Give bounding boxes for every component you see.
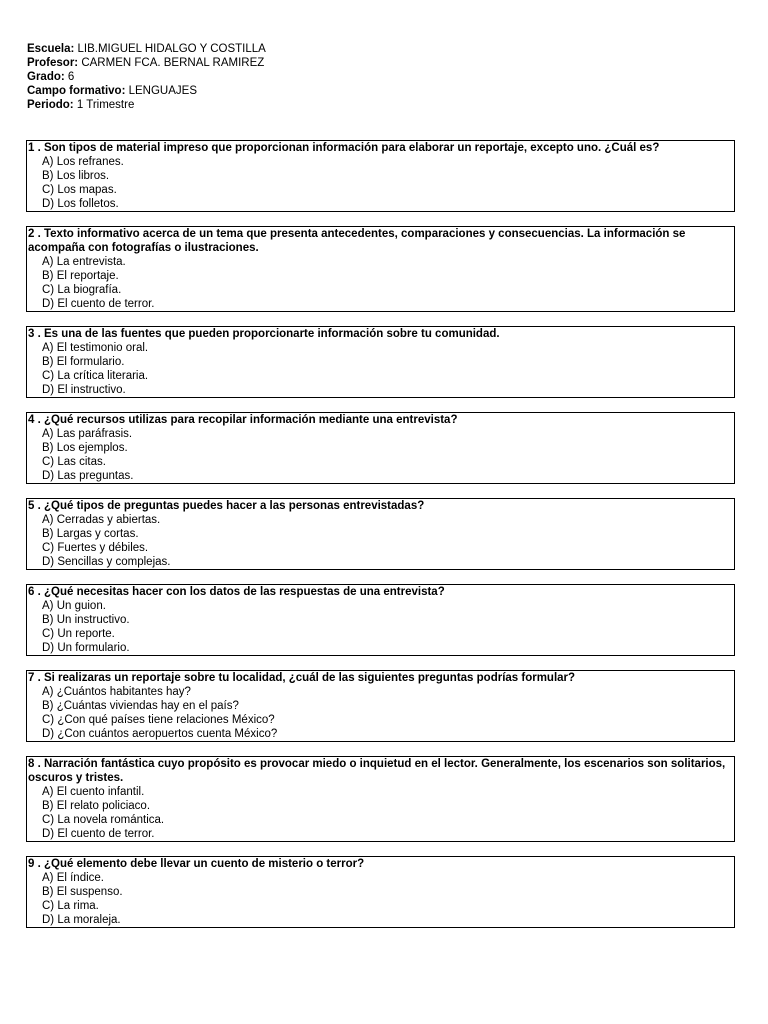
exam-header [27,42,266,112]
option-c: C) ¿Con qué países tiene relaciones México? [42,714,275,726]
option-d: D) El instructivo. [42,384,126,396]
option-b: B) Los ejemplos. [42,442,128,454]
option-a: A) ¿Cuántos habitantes hay? [42,686,191,698]
option-a: A) El testimonio oral. [42,342,149,354]
question-8 [26,756,735,842]
question-2 [26,226,735,312]
option-a: A) El cuento infantil. [42,786,145,798]
question-1 [26,140,735,212]
question-text: 4 . ¿Qué recursos utilizas para recopilar información mediante una entrevista? [28,414,458,426]
question-text: 2 . Texto informativo acerca de un tema que presenta antecedentes, comparaciones y consecuencias. La información se acompaña con fotografías o ilustraciones. [28,228,686,254]
option-c: C) Un reporte. [42,628,115,640]
question-9 [26,856,735,928]
option-a: A) Un guion. [42,600,106,612]
school-value: LIB.MIGUEL HIDALGO Y COSTILLA [77,43,266,55]
answer-options [28,427,734,483]
option-a: A) Los refranes. [42,156,124,168]
option-c: C) La crítica literaria. [42,370,149,382]
question-7 [26,670,735,742]
option-d: D) Las preguntas. [42,470,134,482]
option-d: D) ¿Con cuántos aeropuertos cuenta México? [42,728,278,740]
answer-options [28,155,734,211]
option-c: C) Los mapas. [42,184,117,196]
teacher-value: CARMEN FCA. BERNAL RAMIREZ [81,57,265,69]
option-c: C) La novela romántica. [42,814,165,826]
option-c: C) Fuertes y débiles. [42,542,149,554]
school-row [27,42,266,56]
answer-options [28,685,734,741]
question-text: 5 . ¿Qué tipos de preguntas puedes hacer a las personas entrevistadas? [28,500,425,512]
question-3 [26,326,735,398]
teacher-label: Profesor: [27,57,79,69]
grade-value: 6 [67,71,75,83]
option-c: C) La rima. [42,900,99,912]
period-row [27,98,266,112]
option-b: B) El relato policiaco. [42,800,151,812]
question-text: 6 . ¿Qué necesitas hacer con los datos de las respuestas de una entrevista? [28,586,445,598]
option-a: A) Cerradas y abiertas. [42,514,161,526]
answer-options [28,255,734,311]
option-d: D) El cuento de terror. [42,298,155,310]
option-d: D) Sencillas y complejas. [42,556,171,568]
question-text: 7 . Si realizaras un reportaje sobre tu localidad, ¿cuál de las siguientes preguntas podrías formular? [28,672,576,684]
option-d: D) La moraleja. [42,914,121,926]
option-b: B) El reportaje. [42,270,119,282]
option-b: B) ¿Cuántas viviendas hay en el país? [42,700,239,712]
option-d: D) Los folletos. [42,198,119,210]
question-5 [26,498,735,570]
question-text: 8 . Narración fantástica cuyo propósito es provocar miedo o inquietud en el lector. Generalmente, los escenarios son solitarios, oscuros y tristes. [28,758,726,784]
option-b: B) Largas y cortas. [42,528,139,540]
question-text: 3 . Es una de las fuentes que pueden proporcionarte información sobre tu comunidad. [28,328,500,340]
teacher-row [27,56,266,70]
option-a: A) La entrevista. [42,256,126,268]
option-a: A) Las paráfrasis. [42,428,133,440]
option-d: D) Un formulario. [42,642,130,654]
question-4 [26,412,735,484]
school-label: Escuela: [27,43,75,55]
grade-row [27,70,266,84]
option-c: C) Las citas. [42,456,106,468]
option-b: B) El suspenso. [42,886,123,898]
option-a: A) El índice. [42,872,104,884]
answer-options [28,513,734,569]
grade-label: Grado: [27,71,65,83]
period-value: 1 Trimestre [76,99,135,111]
field-row [27,84,266,98]
question-text: 1 . Son tipos de material impreso que proporcionan información para elaborar un reportaje, excepto uno. ¿Cuál es? [28,142,660,154]
option-b: B) Los libros. [42,170,110,182]
answer-options [28,341,734,397]
field-value: LENGUAJES [128,85,197,97]
option-d: D) El cuento de terror. [42,828,155,840]
answer-options [28,871,734,927]
option-b: B) Un instructivo. [42,614,130,626]
question-text: 9 . ¿Qué elemento debe llevar un cuento de misterio o terror? [28,858,365,870]
field-label: Campo formativo: [27,85,126,97]
answer-options [28,785,734,841]
question-6 [26,584,735,656]
option-c: C) La biografía. [42,284,122,296]
option-b: B) El formulario. [42,356,125,368]
period-label: Periodo: [27,99,74,111]
answer-options [28,599,734,655]
